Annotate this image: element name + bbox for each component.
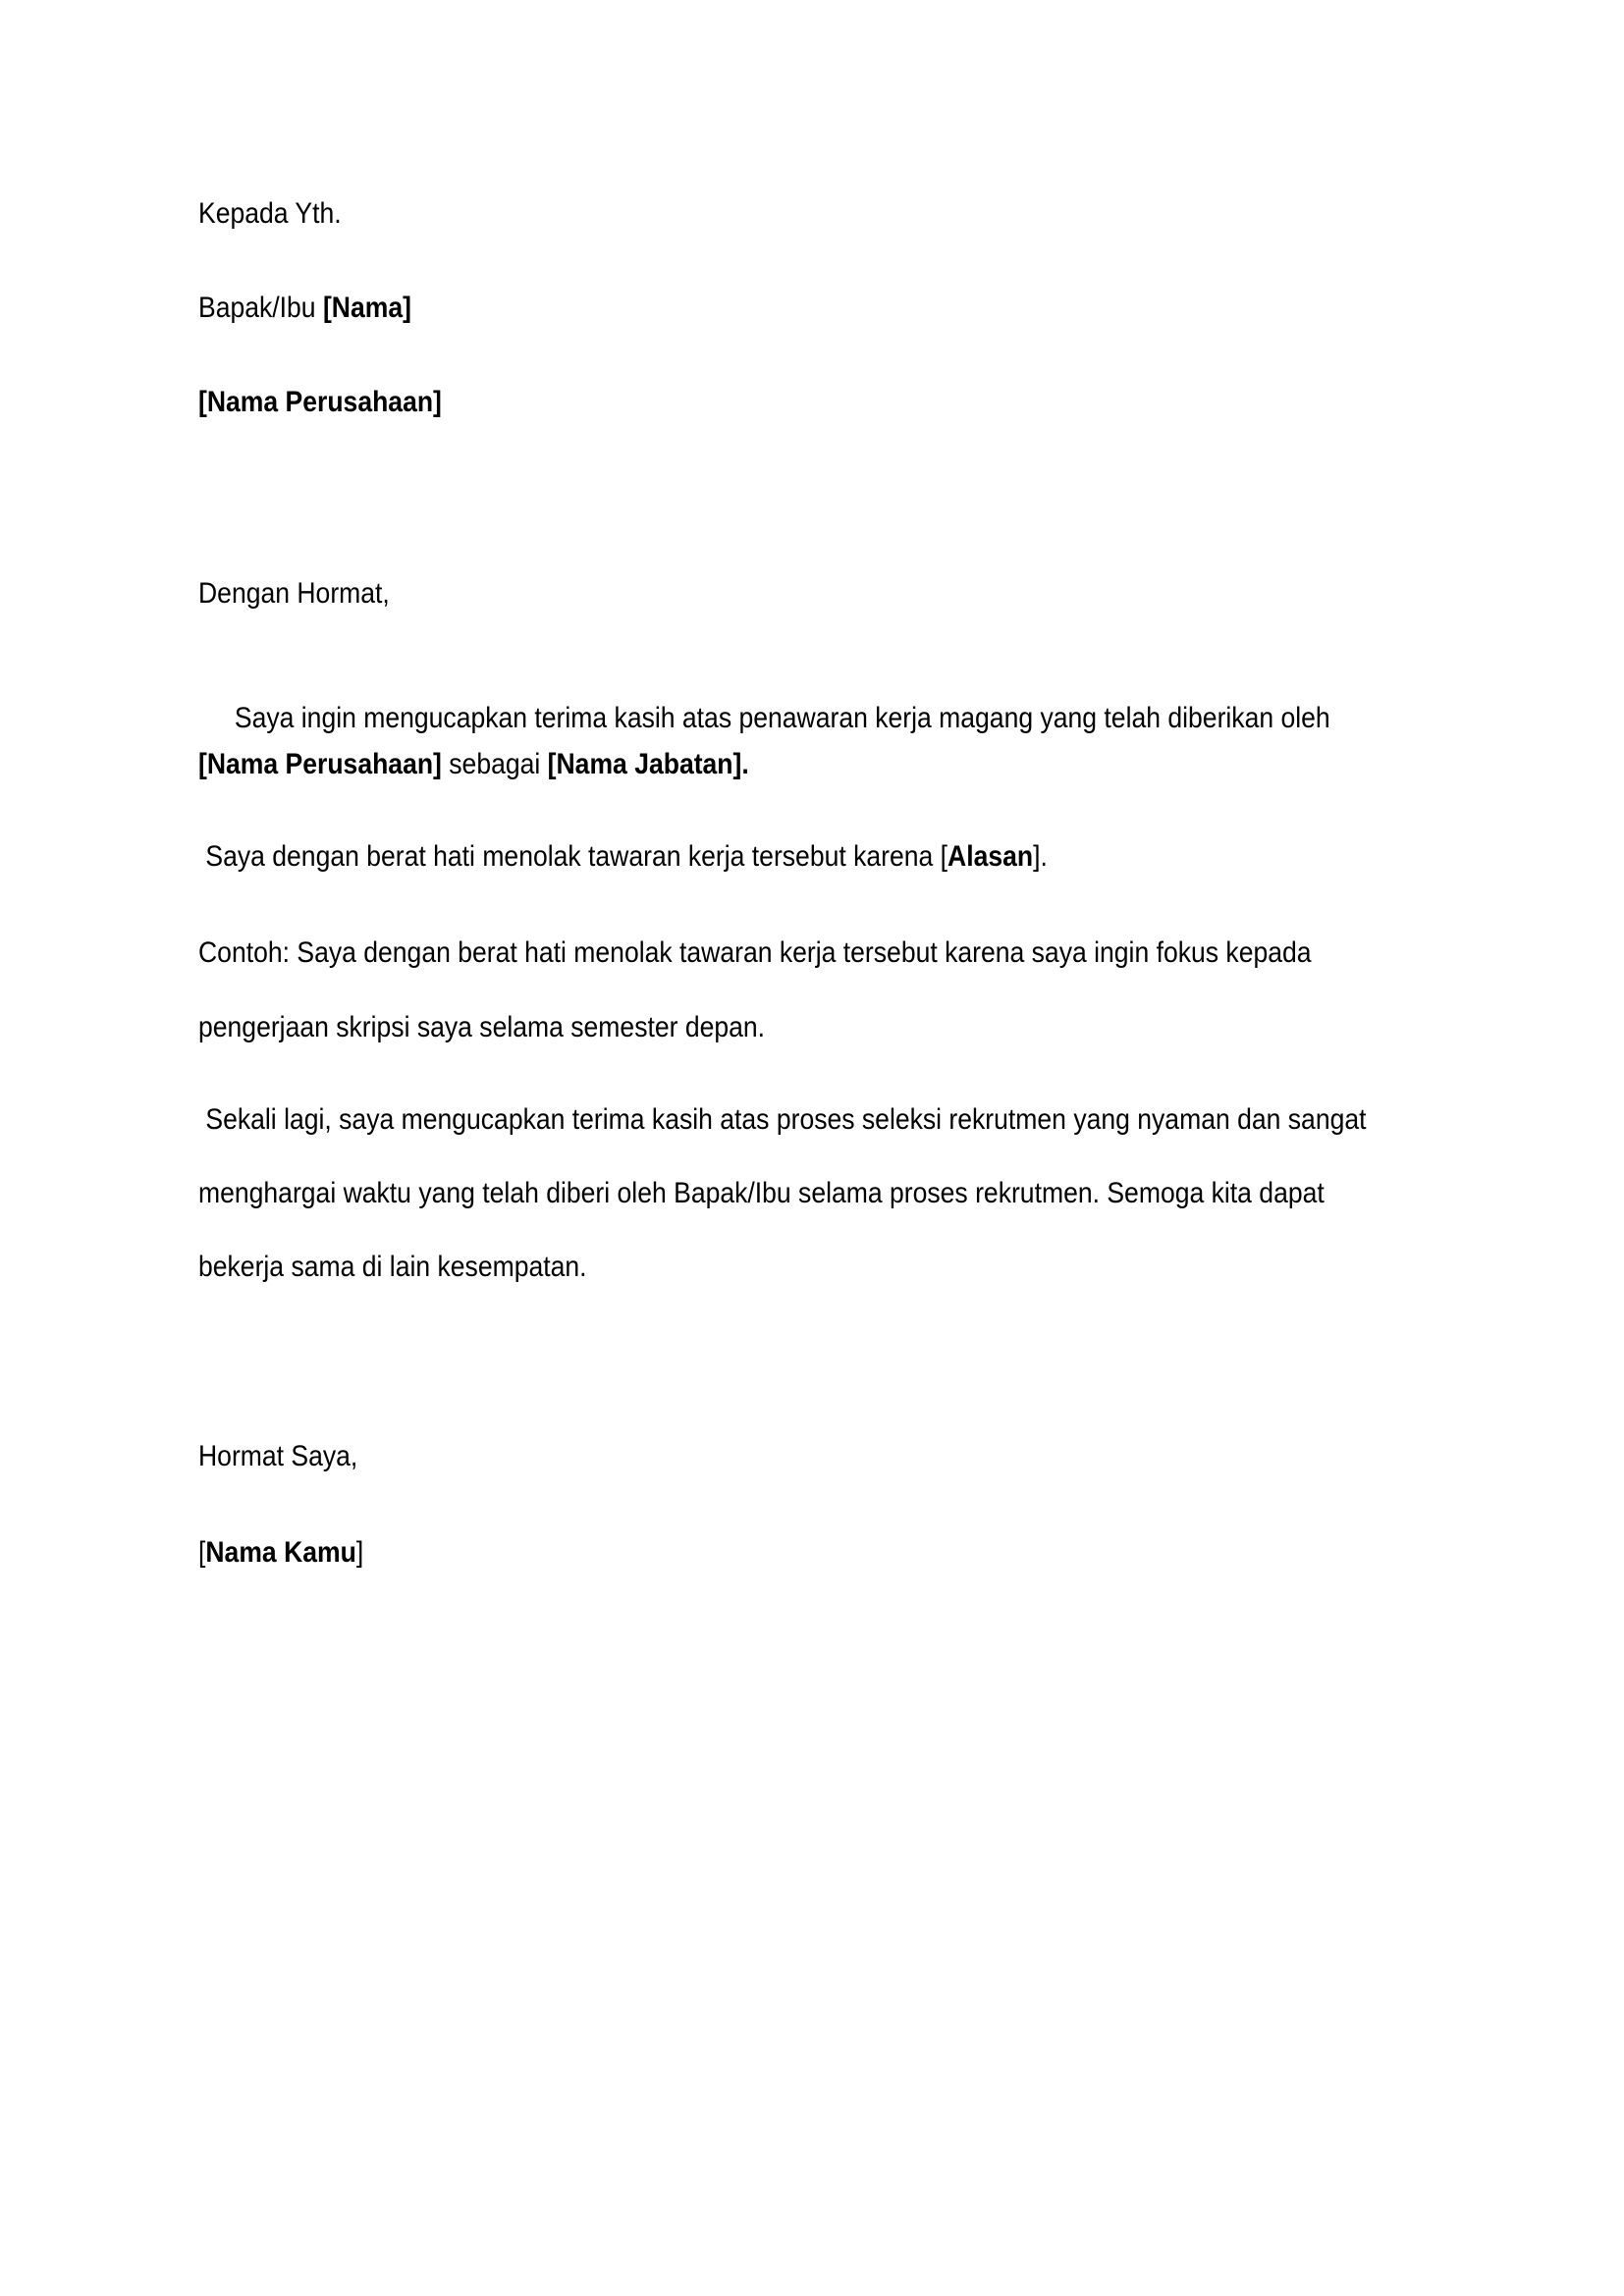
closing-paragraph-text-3: bekerja sama di lain kesempatan. — [198, 1251, 587, 1283]
company-placeholder-inline: [Nama Perusahaan] — [198, 748, 442, 780]
closing-paragraph-text-1: Sekali lagi, saya mengucapkan terima kasih atas proses seleksi rekrutmen yang nyaman dan sangat — [198, 1103, 1367, 1136]
recipient-company-line — [198, 388, 442, 417]
paragraph-1-line-2 — [198, 750, 749, 779]
reason-placeholder: Alasan — [947, 840, 1034, 873]
recipient-salutation — [198, 199, 342, 229]
greeting-line — [198, 579, 390, 609]
rejection-text: Saya dengan berat hati menolak tawaran kerja tersebut karena [ — [198, 840, 948, 873]
recipient-name-placeholder: [Nama] — [322, 292, 411, 324]
salutation-text: Kepada Yth. — [198, 197, 342, 230]
example-text-2: pengerjaan skripsi saya selama semester depan. — [198, 1011, 766, 1043]
connector-text: sebagai — [441, 748, 548, 780]
signature-line — [198, 1538, 363, 1568]
example-line-1 — [198, 938, 1312, 968]
closing-line — [198, 1442, 357, 1471]
signature-bracket-open: [ — [198, 1536, 206, 1569]
example-text-1: Contoh: Saya dengan berat hati menolak tawaran kerja tersebut karena saya ingin fokus kepada — [198, 936, 1312, 969]
paragraph-1-line-1 — [198, 674, 1330, 734]
closing-paragraph-text-2: menghargai waktu yang telah diberi oleh Bapak/Ibu selama proses rekrutmen. Semoga kita dapat — [198, 1177, 1325, 1209]
paragraph-1-text: Saya ingin mengucapkan terima kasih atas penawaran kerja magang yang telah diberikan oleh — [227, 702, 1330, 734]
signature-name-placeholder: Nama Kamu — [205, 1536, 356, 1569]
paragraph-3-line-2 — [198, 1179, 1325, 1208]
paragraph-2-line — [198, 842, 1048, 872]
signature-bracket-close: ] — [355, 1536, 364, 1569]
greeting-text: Dengan Hormat, — [198, 577, 390, 610]
paragraph-3-line-1 — [198, 1105, 1366, 1135]
paragraph-3-line-3 — [198, 1253, 587, 1282]
recipient-name-line — [198, 294, 411, 323]
position-placeholder: [Nama Jabatan]. — [547, 748, 749, 780]
example-line-2 — [198, 1013, 765, 1042]
company-placeholder: [Nama Perusahaan] — [198, 386, 442, 418]
name-prefix: Bapak/Ibu — [198, 292, 323, 324]
closing-text: Hormat Saya, — [198, 1440, 358, 1472]
rejection-text-end: ]. — [1033, 840, 1048, 873]
